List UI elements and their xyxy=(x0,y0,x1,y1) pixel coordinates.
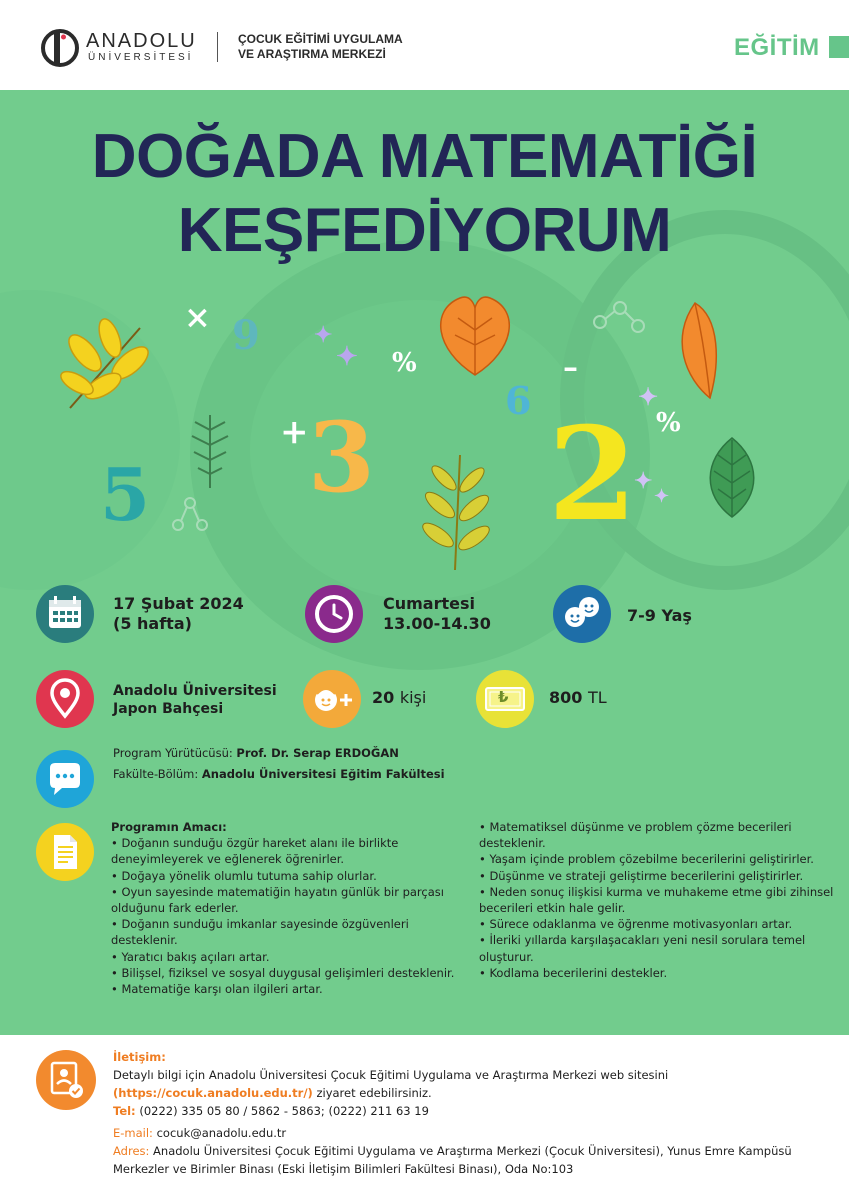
goal-line: • Doğanın sunduğu özgür hareket alanı ile birlikte xyxy=(111,836,399,851)
goal-line: • Yaratıcı bakış açıları artar. xyxy=(111,949,270,964)
address-line2: Merkezler ve Birimler Binası (Eski İletişim Bilimleri Fakültesi Binası), Oda No:103 xyxy=(113,1162,574,1176)
goal-line: • İleriki yıllarda karşılaşacakları yeni nesil sorulara temel xyxy=(479,933,806,948)
main-panel xyxy=(0,90,849,1035)
email-label: E-mail: xyxy=(113,1126,153,1140)
address-line1 xyxy=(113,1143,792,1161)
orange-leaf-icon xyxy=(665,298,725,403)
number-nine: 9 xyxy=(232,312,260,359)
date-line1: 17 Şubat 2024 xyxy=(113,594,244,613)
clock-icon xyxy=(305,585,363,643)
minus-symbol: – xyxy=(563,350,578,385)
place-line2: Japon Bahçesi xyxy=(113,701,224,717)
goal-line: • Yaşam içinde problem çözebilme becerilerini geliştirirler. xyxy=(479,852,814,867)
molecule-icon xyxy=(170,495,210,535)
website-suffix: ziyaret edebilirsiniz. xyxy=(312,1086,432,1100)
illustration xyxy=(0,290,849,580)
molecule-icon xyxy=(590,300,650,340)
email-line xyxy=(113,1125,286,1143)
goal-line: • Doğanın sunduğu imkanlar sayesinde özgüvenleri xyxy=(111,917,409,932)
children-icon xyxy=(553,585,611,643)
lira-symbol: ₺ xyxy=(498,688,509,706)
goal-line: olduğunu fark ederler. xyxy=(111,901,239,916)
address-text-line1: Anadolu Üniversitesi Çocuk Eğitimi Uygulama ve Araştırma Merkezi (Çocuk Üniversitesi), Yunus Emre Kampüsü xyxy=(149,1144,792,1158)
contact-text: Detaylı bilgi için Anadolu Üniversitesi Çocuk Eğitimi Uygulama ve Araştırma Merkezi web sitesini xyxy=(113,1068,669,1082)
number-six: 6 xyxy=(505,378,532,423)
program-manager xyxy=(113,744,399,762)
fern-icon xyxy=(180,410,240,490)
date-line2: (5 hafta) xyxy=(113,614,192,633)
sparkle-icon: ✦ xyxy=(336,342,358,372)
place-line1: Anadolu Üniversitesi xyxy=(113,683,277,699)
faculty-value: Anadolu Üniversitesi Eğitim Fakültesi xyxy=(201,767,445,781)
capacity-text xyxy=(372,689,426,707)
orange-leaf-icon xyxy=(430,290,520,380)
center-name-line1: ÇOCUK EĞİTİMİ UYGULAMA xyxy=(238,32,403,46)
goal-line: oluşturur. xyxy=(479,949,534,964)
address-label: Adres: xyxy=(113,1144,150,1158)
phone-value: (0222) 335 05 80 / 5862 - 5863; (0222) 211 63 19 xyxy=(135,1104,429,1118)
logo-name: ANADOLU xyxy=(86,30,197,52)
anadolu-logo-icon xyxy=(40,28,80,68)
section-label: EĞİTİM xyxy=(734,34,820,61)
capacity-number: 20 xyxy=(372,688,395,707)
title-line1: DOĞADA MATEMATİĞİ xyxy=(91,122,758,191)
goal-line: becerileri etkin hale gelir. xyxy=(479,901,626,916)
time-text: 13.00-14.30 xyxy=(383,614,491,633)
title-line2: KEŞFEDİYORUM xyxy=(177,196,672,265)
goal-line: • Matematiksel düşünme ve problem çözme becerileri xyxy=(479,820,792,834)
website-link[interactable]: (https://cocuk.anadolu.edu.tr/) xyxy=(113,1086,313,1100)
goal-line: • Neden sonuç ilişkisi kurma ve muhakeme etme gibi zihinsel xyxy=(479,884,834,899)
green-leaf-icon xyxy=(700,435,764,520)
faculty-label: Fakülte-Bölüm: xyxy=(113,767,199,781)
place-text xyxy=(113,682,277,718)
yellow-fern-icon xyxy=(410,450,500,575)
speech-bubble-icon xyxy=(36,750,94,808)
number-three: 3 xyxy=(308,401,375,514)
sparkle-icon: ✦ xyxy=(314,322,333,348)
date-text xyxy=(113,594,244,634)
calendar-icon xyxy=(36,585,94,643)
goals-right-column xyxy=(479,819,839,981)
faculty-department xyxy=(113,765,445,783)
day-time-text xyxy=(383,594,491,634)
program-manager-label: Program Yürütücüsü: xyxy=(113,746,233,760)
center-name-line2: VE ARAŞTIRMA MERKEZİ xyxy=(238,47,386,61)
goal-line: • Bilişsel, fiziksel ve sosyal duygusal gelişimleri desteklenir. xyxy=(111,965,455,980)
logo-subtitle: ÜNİVERSİTESİ xyxy=(88,52,194,63)
footer xyxy=(0,1035,849,1200)
poster-title xyxy=(0,120,849,268)
contact-card-icon xyxy=(36,1050,96,1110)
program-manager-value: Prof. Dr. Serap ERDOĞAN xyxy=(236,746,399,760)
price-number: 800 xyxy=(549,688,583,707)
section-bar xyxy=(829,36,849,58)
goal-line: • Kodlama becerilerini destekler. xyxy=(479,965,668,980)
phone-line xyxy=(113,1103,429,1121)
banknote-icon xyxy=(476,670,534,728)
goal-line: desteklenir. xyxy=(479,836,546,851)
goals-left-column xyxy=(111,819,471,997)
number-five: 5 xyxy=(100,452,151,537)
goals-heading: Programın Amacı: xyxy=(111,820,227,834)
add-child-icon xyxy=(303,670,361,728)
goal-line: • Matematiğe karşı olan ilgileri artar. xyxy=(111,982,323,997)
phone-label: Tel: xyxy=(113,1104,136,1118)
goal-line: • Doğaya yönelik olumlu tutuma sahip olurlar. xyxy=(111,868,377,883)
age-text: 7-9 Yaş xyxy=(627,606,692,625)
document-icon xyxy=(36,823,94,881)
goal-line: • Sürece odaklanma ve öğrenme motivasyonları artar. xyxy=(479,917,793,932)
number-two: 2 xyxy=(548,400,638,550)
sparkle-icon: ✦ xyxy=(634,468,653,494)
times-symbol: × xyxy=(184,298,211,336)
email-value[interactable]: cocuk@anadolu.edu.tr xyxy=(152,1126,287,1140)
sparkle-icon: ✦ xyxy=(654,486,670,507)
header xyxy=(0,0,849,90)
header-divider xyxy=(217,32,218,62)
center-name xyxy=(238,32,403,62)
goal-line: desteklenir. xyxy=(111,933,178,948)
percent-symbol: % xyxy=(392,348,417,378)
plus-symbol: + xyxy=(280,412,309,452)
goal-line: • Oyun sayesinde matematiğin hayatın günlük bir parçası xyxy=(111,884,444,899)
contact-label: İletişim: xyxy=(113,1050,166,1064)
day-text: Cumartesi xyxy=(383,594,475,613)
capacity-unit: kişi xyxy=(399,688,427,707)
sparkle-icon: ✦ xyxy=(638,382,659,411)
goal-line: deneyimleyerek ve eğlenerek öğrenirler. xyxy=(111,852,345,867)
percent-symbol: % xyxy=(656,408,681,438)
yellow-leaf-branch-icon xyxy=(55,308,155,418)
location-pin-icon xyxy=(36,670,94,728)
price-unit: TL xyxy=(587,688,607,707)
goal-line: • Düşünme ve strateji geliştirme becerilerini geliştirirler. xyxy=(479,868,804,883)
price-text xyxy=(549,689,607,707)
website-line xyxy=(113,1085,432,1103)
